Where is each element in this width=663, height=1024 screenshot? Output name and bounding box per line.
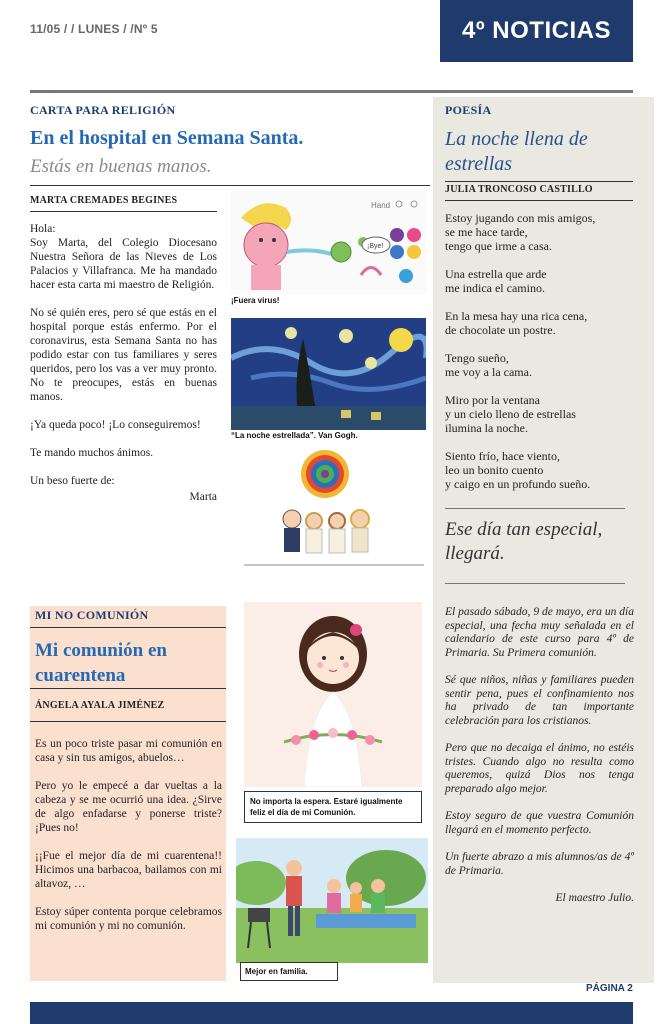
comunion-body xyxy=(35,737,222,947)
especial-bottom-divider xyxy=(445,583,625,584)
especial-paragraph: El pasado sábado, 9 de mayo, era un día especial, una fecha muy señalada en el calendario de este curso para 4º de Primaria. Su Primera comunión. xyxy=(445,606,634,659)
section-label-comunion: MI NO COMUNIÓN xyxy=(35,608,149,622)
comunion-section-divider xyxy=(30,627,226,628)
poem-title-divider xyxy=(445,181,633,182)
children-illustration xyxy=(244,505,424,573)
carta-divider xyxy=(30,185,430,186)
carta-paragraph: ¡Ya queda poco! ¡Lo conseguiremos! xyxy=(30,419,201,431)
section-label-poesia: POESÍA xyxy=(445,103,492,117)
poem-stanza: Miro por la ventana y un cielo lleno de estrellas ilumina la noche. xyxy=(445,393,576,435)
section-label-carta: CARTA PARA RELIGIÓN xyxy=(30,103,176,117)
especial-paragraph: Estoy seguro de que vuestra Comunión llegará en el momento perfecto. xyxy=(445,810,634,836)
comunion-paragraph: Estoy súper contenta porque celebramos mi comunión y mi no comunión. xyxy=(35,906,222,932)
comunion-title: Mi comunión en cuarentena xyxy=(35,640,167,686)
poem-body xyxy=(445,211,630,505)
poem-stanza: Tengo sueño, me voy a la cama. xyxy=(445,351,532,379)
communion-girl-image xyxy=(244,602,422,787)
footer-bar xyxy=(30,1002,633,1024)
especial-signature: El maestro Julio. xyxy=(555,892,634,904)
issue-date: 11/05 / / LUNES / /Nº 5 xyxy=(30,22,158,36)
poem-author: JULIA TRONCOSO CASTILLO xyxy=(445,184,593,195)
especial-paragraph: Pero que no decaiga el ánimo, no estéis tristes. Cuando algo no resulta como queremos, quizá Dios nos tenga preparado algo mejor. xyxy=(445,742,634,795)
carta-signature: Marta xyxy=(189,491,217,503)
comunion-author-divider xyxy=(30,721,226,722)
poem-stanza: Una estrella que arde me indica el camino. xyxy=(445,267,547,295)
poem-author-divider xyxy=(445,200,633,201)
top-divider xyxy=(30,90,633,93)
especial-body xyxy=(445,606,634,904)
carta-paragraph: Te mando muchos ánimos. xyxy=(30,447,154,459)
caption-girl: No importa la espera. Estaré igualmente feliz el día de mi Comunión. xyxy=(244,791,422,823)
page-number: PÁGINA 2 xyxy=(586,983,633,994)
carta-subtitle: Estás en buenas manos. xyxy=(30,156,212,177)
poem-stanza: En la mesa hay una rica cena, de chocolate un postre. xyxy=(445,309,588,337)
comunion-paragraph: ¡¡Fue el mejor día de mi cuarentena!! Hicimos una barbacoa, bailamos con mi altavoz, … xyxy=(35,850,222,890)
caption-virus: ¡Fuera virus! xyxy=(231,296,280,305)
masthead-title: 4º NOTICIAS xyxy=(440,0,633,62)
drawing-hand-text: Hand xyxy=(371,201,391,210)
especial-paragraph: Un fuerte abrazo a mis alumnos/as de 4º de Primaria. xyxy=(445,851,634,877)
especial-paragraph: Sé que niños, niñas y familiares pueden sentir pena, pues el confinamiento nos ha privado de tan importante celebración para los cristianos. xyxy=(445,674,634,727)
family-picnic-image xyxy=(236,838,428,963)
drawing-bye-text: ¡Bye! xyxy=(367,243,384,250)
carta-paragraph: Un beso fuerte de: xyxy=(30,475,115,487)
comunion-author: ÁNGELA AYALA JIMÉNEZ xyxy=(35,700,165,711)
carta-author: MARTA CREMADES BEGINES xyxy=(30,195,178,206)
comunion-paragraph: Es un poco triste pasar mi comunión en casa y sin tus amigos, abuelos… xyxy=(35,738,222,764)
especial-top-divider xyxy=(445,508,625,509)
virus-drawing-image xyxy=(231,190,426,294)
carta-paragraph: No sé quién eres, pero sé que estás en el hospital porque estás enfermo. Por el coronavirus, esta Semana Santa no has podido estar con tus familiares y seres queridos, pero los vas a ver muy pronto. No te preocupes, estás en buenas manos. xyxy=(30,307,217,403)
carta-author-divider xyxy=(30,211,217,212)
comunion-title-divider xyxy=(30,688,226,689)
starry-night-image xyxy=(231,318,426,430)
poem-title: La noche llena de estrellas xyxy=(445,128,588,175)
carta-body xyxy=(30,222,217,504)
comunion-paragraph: Pero yo le empecé a dar vueltas a la cabeza y se me ocurrió una idea. ¿Sirve de algo enfadarse y ponerse triste? ¡Pues no! xyxy=(35,780,222,834)
caption-starry-night: “La noche estrellada”. Van Gogh. xyxy=(231,431,358,440)
poem-stanza: Estoy jugando con mis amigos, se me hace tarde, tengo que irme a casa. xyxy=(445,211,596,253)
rose-window-image xyxy=(300,449,350,499)
carta-title: En el hospital en Semana Santa. xyxy=(30,127,304,149)
poem-stanza: Siento frío, hace viento, leo un bonito cuento y caigo en un profundo sueño. xyxy=(445,449,591,491)
carta-paragraph: Hola: Soy Marta, del Colegio Diocesano Nuestra Señora de las Nieves de Los Palacios y Villafranca. Me ha mandado hacer esta carta mi maestro de Religión. xyxy=(30,223,217,291)
especial-title: Ese día tan especial, llegará. xyxy=(445,519,603,564)
caption-family: Mejor en familia. xyxy=(240,962,338,981)
